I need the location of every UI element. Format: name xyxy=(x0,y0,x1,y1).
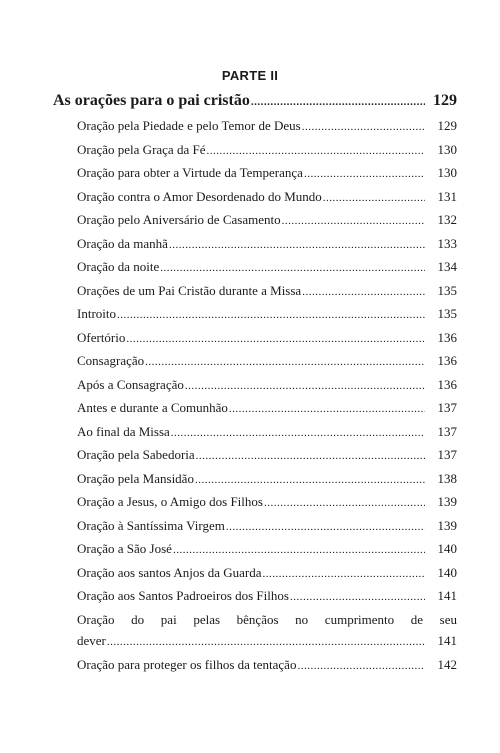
dot-leader xyxy=(196,450,425,462)
toc-entry-title: Oração pelo Aniversário de Casamento xyxy=(77,212,281,227)
toc-entries xyxy=(53,118,457,612)
toc-entry[interactable] xyxy=(53,283,457,307)
toc-entry-title: Oração pela Piedade e pelo Temor de Deus xyxy=(77,118,301,133)
toc-entry-title: Oração a São José xyxy=(77,541,172,556)
toc-entry[interactable] xyxy=(53,118,457,142)
toc-entry[interactable] xyxy=(53,330,457,354)
toc-entry-title: Após a Consagração xyxy=(77,376,184,392)
toc-entry[interactable] xyxy=(53,189,457,213)
toc-entry[interactable] xyxy=(53,165,457,189)
toc-entry-page: 137 xyxy=(437,447,457,462)
toc-entry[interactable] xyxy=(53,353,457,377)
toc-entry-title: Oração à Santíssima Virgem xyxy=(77,517,225,533)
toc-entry-page: 137 xyxy=(437,400,457,415)
dot-leader xyxy=(126,333,425,345)
dot-leader xyxy=(226,521,425,533)
toc-main-entry[interactable] xyxy=(53,92,457,118)
toc-entry-page: 136 xyxy=(437,376,457,392)
dot-leader xyxy=(251,96,425,108)
toc-entry-page: 130 xyxy=(437,165,457,180)
toc-entry[interactable] xyxy=(53,236,457,260)
toc-entry[interactable] xyxy=(53,518,457,542)
toc-entry-page: 139 xyxy=(437,517,457,533)
toc-entry[interactable] xyxy=(53,259,457,283)
toc-entry-title: Consagração xyxy=(77,353,145,368)
toc-entry-page: 132 xyxy=(437,212,457,227)
dot-leader xyxy=(262,568,425,580)
dot-leader xyxy=(229,403,425,415)
toc-entry-title: Ao final da Missa xyxy=(77,423,170,439)
toc-entry-title: Orações de um Pai Cristão durante a Missa xyxy=(77,282,302,298)
toc-main-entry-title: As orações para o pai cristão xyxy=(53,92,250,109)
toc-entry-page: 130 xyxy=(437,141,457,157)
table-of-contents xyxy=(53,92,457,680)
toc-entry-page: 136 xyxy=(437,329,457,345)
toc-entry-title: Antes e durante a Comunhão xyxy=(77,400,228,415)
toc-entry[interactable] xyxy=(53,424,457,448)
toc-entry-title: Oração para proteger os filhos da tentação xyxy=(77,656,297,672)
toc-entry[interactable] xyxy=(53,212,457,236)
toc-entry[interactable] xyxy=(53,565,457,589)
toc-entry[interactable] xyxy=(53,377,457,401)
toc-entry[interactable] xyxy=(53,400,457,424)
toc-entry-title: Ofertório xyxy=(77,329,126,345)
toc-entry-title-line2: dever xyxy=(77,632,106,648)
part-title: PARTE II xyxy=(221,68,279,83)
dot-leader xyxy=(173,544,425,556)
toc-entry[interactable] xyxy=(53,494,457,518)
dot-leader xyxy=(185,380,425,392)
toc-entry-page: 129 xyxy=(437,118,457,133)
toc-entry-title: Oração a Jesus, o Amigo dos Filhos xyxy=(77,494,263,509)
toc-entry-title: Oração pela Mansidão xyxy=(77,470,194,486)
toc-entry[interactable] xyxy=(53,447,457,471)
toc-entry-title: Oração aos Santos Padroeiros dos Filhos xyxy=(77,588,289,603)
toc-entry-page: 142 xyxy=(437,656,457,672)
toc-main-entry-page: 129 xyxy=(433,92,457,109)
toc-entry-page: 140 xyxy=(437,564,457,580)
toc-entry-page: 134 xyxy=(437,259,457,274)
toc-entry-page: 131 xyxy=(437,188,457,204)
toc-entry[interactable] xyxy=(53,471,457,495)
toc-entry-title: Oração contra o Amor Desordenado do Mundo xyxy=(77,188,322,204)
toc-entry-page: 140 xyxy=(437,541,457,556)
toc-entry-title: Oração da manhã xyxy=(77,235,168,251)
toc-entry-title: Oração aos santos Anjos da Guarda xyxy=(77,564,262,580)
dot-leader xyxy=(117,309,425,321)
toc-entry-wrapped[interactable] xyxy=(53,612,457,657)
dot-leader xyxy=(304,168,425,180)
toc-entry-page: 139 xyxy=(437,494,457,509)
toc-entry-page: 135 xyxy=(437,282,457,298)
toc-entry-page: 133 xyxy=(437,235,457,251)
toc-entry-page: 136 xyxy=(437,353,457,368)
toc-entry[interactable] xyxy=(53,541,457,565)
dot-leader xyxy=(282,215,425,227)
dot-leader xyxy=(264,497,425,509)
dot-leader xyxy=(302,286,425,298)
dot-leader xyxy=(297,660,425,672)
toc-entry[interactable] xyxy=(53,306,457,330)
dot-leader xyxy=(107,636,425,648)
toc-entry-page: 135 xyxy=(437,306,457,321)
toc-entry[interactable] xyxy=(53,142,457,166)
toc-entry[interactable] xyxy=(53,588,457,612)
dot-leader xyxy=(160,262,425,274)
toc-entry[interactable] xyxy=(53,657,457,681)
toc-entry-title-line1: Oração do pai pelas bênçãos no cumprimento de seu xyxy=(77,611,457,627)
toc-entry-title: Oração pela Sabedoria xyxy=(77,447,195,462)
toc-entry-title: Oração pela Graça da Fé xyxy=(77,141,206,157)
dot-leader xyxy=(206,145,425,157)
dot-leader xyxy=(323,192,425,204)
dot-leader xyxy=(195,474,425,486)
dot-leader xyxy=(302,121,425,133)
toc-entry-page: 138 xyxy=(437,470,457,486)
toc-entry-title: Introito xyxy=(77,306,116,321)
dot-leader xyxy=(145,356,425,368)
toc-entry-title: Oração para obter a Virtude da Temperança xyxy=(77,165,303,180)
dot-leader xyxy=(169,239,425,251)
toc-entry-title: Oração da noite xyxy=(77,259,160,274)
toc-entry-page: 137 xyxy=(437,423,457,439)
dot-leader xyxy=(290,591,425,603)
toc-entry-page: 141 xyxy=(437,632,457,648)
dot-leader xyxy=(171,427,425,439)
toc-entry-page: 141 xyxy=(437,588,457,603)
